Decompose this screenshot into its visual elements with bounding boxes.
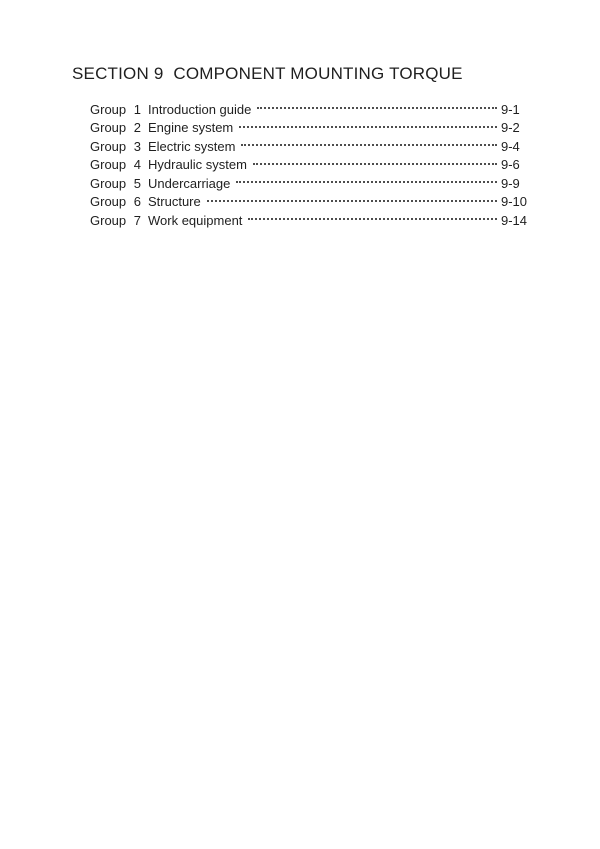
toc-row [90, 211, 534, 230]
dot-leader [253, 163, 497, 165]
toc-group-word: Group [90, 175, 127, 191]
toc-row [90, 174, 534, 193]
toc-entry-label: Electric system [148, 138, 236, 154]
toc-group-number: 3 [133, 138, 141, 154]
dot-leader [248, 218, 497, 220]
toc-entry-label: Engine system [148, 120, 234, 136]
toc-group-number: 4 [133, 157, 141, 173]
toc-row [90, 100, 534, 119]
toc-group-number: 1 [133, 101, 141, 117]
dot-leader [236, 181, 497, 183]
toc-page-number: 9-1 [501, 101, 520, 117]
dot-leader [257, 107, 497, 109]
toc-page-number: 9-2 [501, 120, 520, 136]
toc-row [90, 156, 534, 175]
toc-group-word: Group [90, 194, 127, 210]
toc-group-number: 7 [133, 212, 141, 228]
dot-leader [239, 126, 497, 128]
section-title: SECTION 9 COMPONENT MOUNTING TORQUE [72, 64, 463, 83]
toc-page-number: 9-10 [501, 194, 528, 210]
toc-entry-label: Structure [148, 194, 201, 210]
toc-entry-label: Undercarriage [148, 175, 231, 191]
toc-row [90, 137, 534, 156]
toc-page-number: 9-9 [501, 175, 520, 191]
toc-group-word: Group [90, 120, 127, 136]
toc-page-number: 9-14 [501, 212, 528, 228]
toc-row [90, 193, 534, 212]
toc-row [90, 119, 534, 138]
toc-group-number: 6 [133, 194, 141, 210]
toc-group-number: 5 [133, 175, 141, 191]
toc-entry-label: Hydraulic system [148, 157, 247, 173]
table-of-contents [90, 100, 534, 230]
toc-group-number: 2 [133, 120, 141, 136]
toc-entry-label: Work equipment [148, 212, 243, 228]
toc-group-word: Group [90, 157, 127, 173]
dot-leader [241, 144, 497, 146]
toc-page-number: 9-4 [501, 138, 520, 154]
dot-leader [207, 200, 497, 202]
toc-page-number: 9-6 [501, 157, 520, 173]
toc-group-word: Group [90, 101, 127, 117]
toc-group-word: Group [90, 138, 127, 154]
toc-entry-label: Introduction guide [148, 101, 252, 117]
toc-group-word: Group [90, 212, 127, 228]
